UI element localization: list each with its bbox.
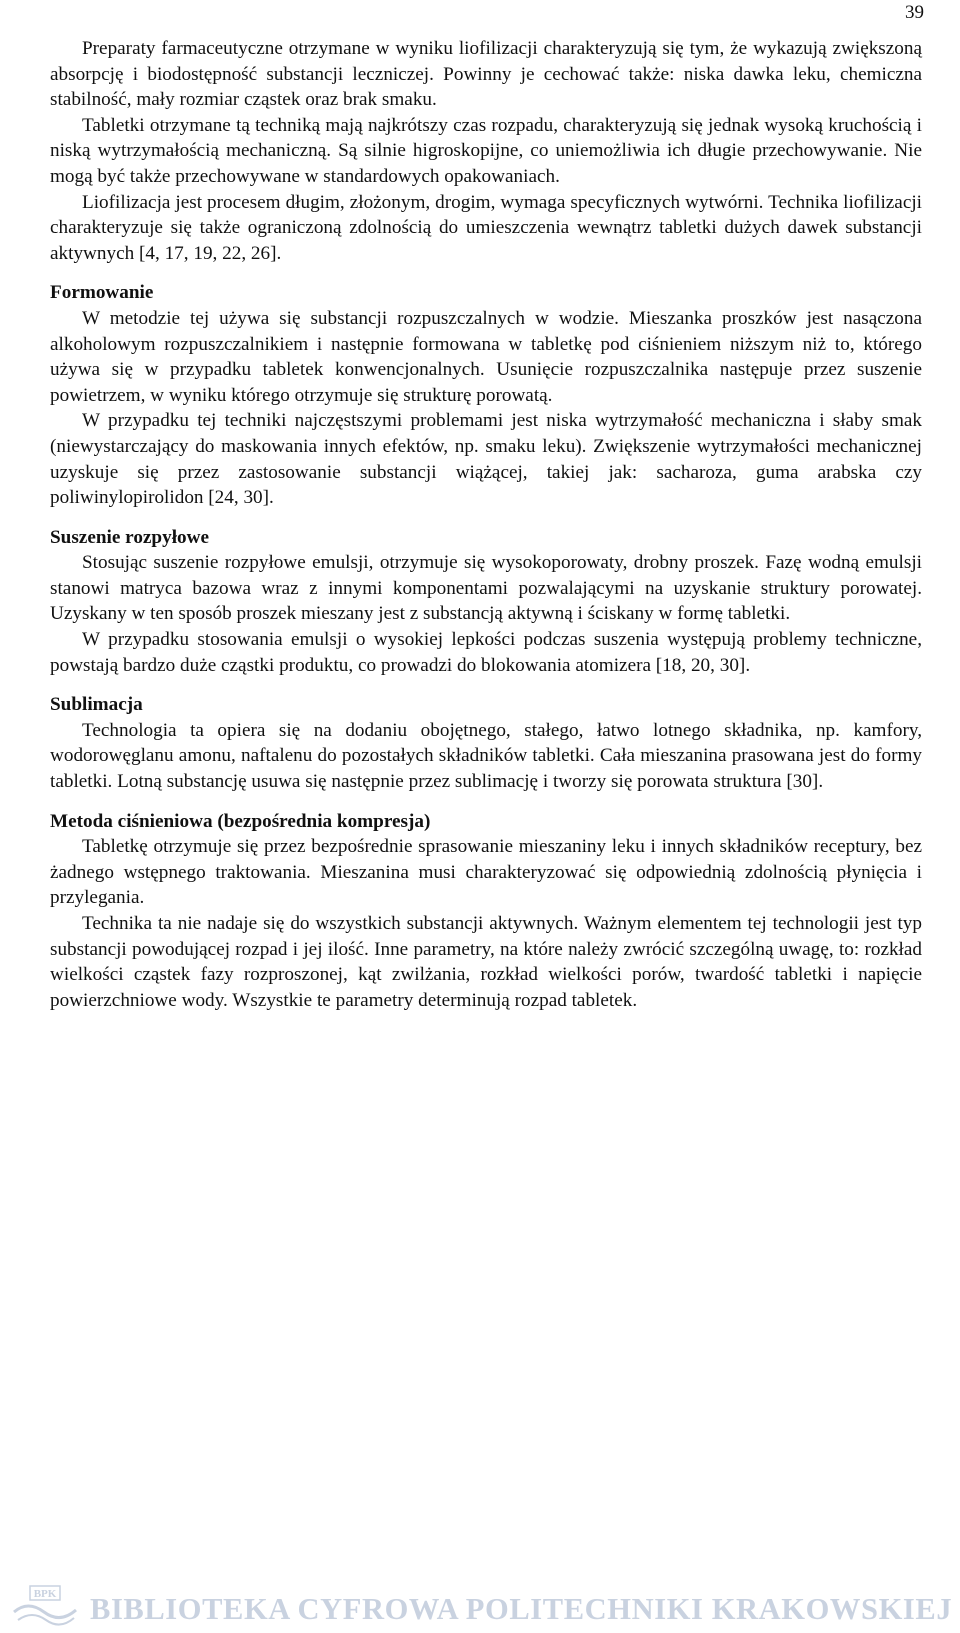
section-heading: Sublimacja — [50, 694, 143, 716]
paragraph: Liofilizacja jest procesem długim, złożonym, drogim, wymaga specyficznych wytwórni. Technika liofilizacji charakteryzuje się także ograniczoną zdolnością do umieszczenia wewnątrz tabletki dużych dawek substancji aktywnych [4, 17, 19, 22, 26]. — [50, 191, 922, 264]
section-metoda-cisnieniowa — [50, 809, 922, 1014]
paragraph: W przypadku tej techniki najczęstszymi problemami jest niska wytrzymałość mechaniczna i słaby smak (niewystarczający do maskowania innych efektów, np. smaku leku). Zwiększenie wytrzymałości mechanicznej uzyskuje się przez zastosowanie substancji wiążącej, takiej jak: sacharoza, guma arabska czy poliwinylopirolidon [24, 30]. — [50, 410, 922, 509]
bpk-logo-icon — [8, 1582, 82, 1630]
logo-text: BPK — [33, 1588, 57, 1600]
paragraph: Tabletki otrzymane tą techniką mają najkrótszy czas rozpadu, charakteryzują się jednak wysoką kruchością i niską wytrzymałością mechaniczną. Są silnie higroskopijne, co uniemożliwia ich długie przechowywanie. Nie mogą być także przechowywane w standardowych opakowaniach. — [50, 114, 922, 187]
section-suszenie-rozpylowe — [50, 525, 922, 679]
page-number: 39 — [905, 2, 924, 23]
section-sublimacja — [50, 692, 922, 794]
paragraph: Stosując suszenie rozpyłowe emulsji, otrzymuje się wysokoporowaty, drobny proszek. Fazę wodną emulsji stanowi matryca bazowa wraz z innymi komponentami pozwalającymi na uzyskanie struktury porowatej. Uzyskany w ten sposób proszek mieszany jest z substancją aktywną i ściskany w formę tabletki. — [50, 552, 922, 625]
document-body — [50, 36, 922, 1013]
paragraph: Preparaty farmaceutyczne otrzymane w wyniku liofilizacji charakteryzują się tym, że wykazują zwiększoną absorpcję i biodostępność substancji leczniczej. Powinny je cechować także: niska dawka leku, chemiczna stabilność, mały rozmiar cząstek oraz brak smaku. — [50, 38, 922, 111]
paragraph: Tabletkę otrzymuje się przez bezpośrednie sprasowanie mieszaniny leku i innych składników receptury, bez żadnego wstępnego traktowania. Mieszanina musi charakteryzować się odpowiednią zdolnością płynięcia i przylegania. — [50, 836, 922, 909]
paragraph: W przypadku stosowania emulsji o wysokiej lepkości podczas suszenia występują problemy techniczne, powstają bardzo duże cząstki produktu, co prowadzi do blokowania atomizera [18, 20, 30]. — [50, 629, 922, 676]
paragraph: Technologia ta opiera się na dodaniu obojętnego, stałego, łatwo lotnego składnika, np. kamfory, wodorowęglanu amonu, naftalenu do pozostałych składników tabletki. Cała mieszanina prasowana jest do formy tabletki. Lotną substancję usuwa się następnie przez sublimację i tworzy się porowata struktura [30]. — [50, 719, 922, 793]
library-name: BIBLIOTEKA CYFROWA POLITECHNIKI KRAKOWSKIEJ — [90, 1592, 953, 1626]
section-liofilizacja — [50, 36, 922, 266]
paragraph: Technika ta nie nadaje się do wszystkich substancji aktywnych. Ważnym elementem tej technologii jest typ substancji powodującej rozpad i jej ilość. Inne parametry, na które należy zwrócić szczególną uwagę, to: rozkład wielkości cząstek fazy rozproszonej, kąt zwilżania, rozkład wielkości porów, twardość tabletki i napięcie powierzchniowe wody. Wszystkie te parametry determinują rozpad tabletek. — [50, 913, 922, 1011]
section-heading: Metoda ciśnieniowa (bezpośrednia kompresja) — [50, 810, 431, 832]
section-formowanie — [50, 280, 922, 510]
section-heading: Formowanie — [50, 282, 154, 304]
paragraph: W metodzie tej używa się substancji rozpuszczalnych w wodzie. Mieszanka proszków jest nasączona alkoholowym rozpuszczalnikiem i następnie formowana w tabletkę pod ciśnieniem niższym niż to, którego używa się w przypadku tabletek konwencjonalnych. Usunięcie rozpuszczalnika następuje przez suszenie powietrzem, w wyniku którego otrzymuje się strukturę porowatą. — [50, 307, 922, 406]
library-watermark-footer — [0, 1578, 960, 1633]
section-heading: Suszenie rozpyłowe — [50, 526, 209, 548]
